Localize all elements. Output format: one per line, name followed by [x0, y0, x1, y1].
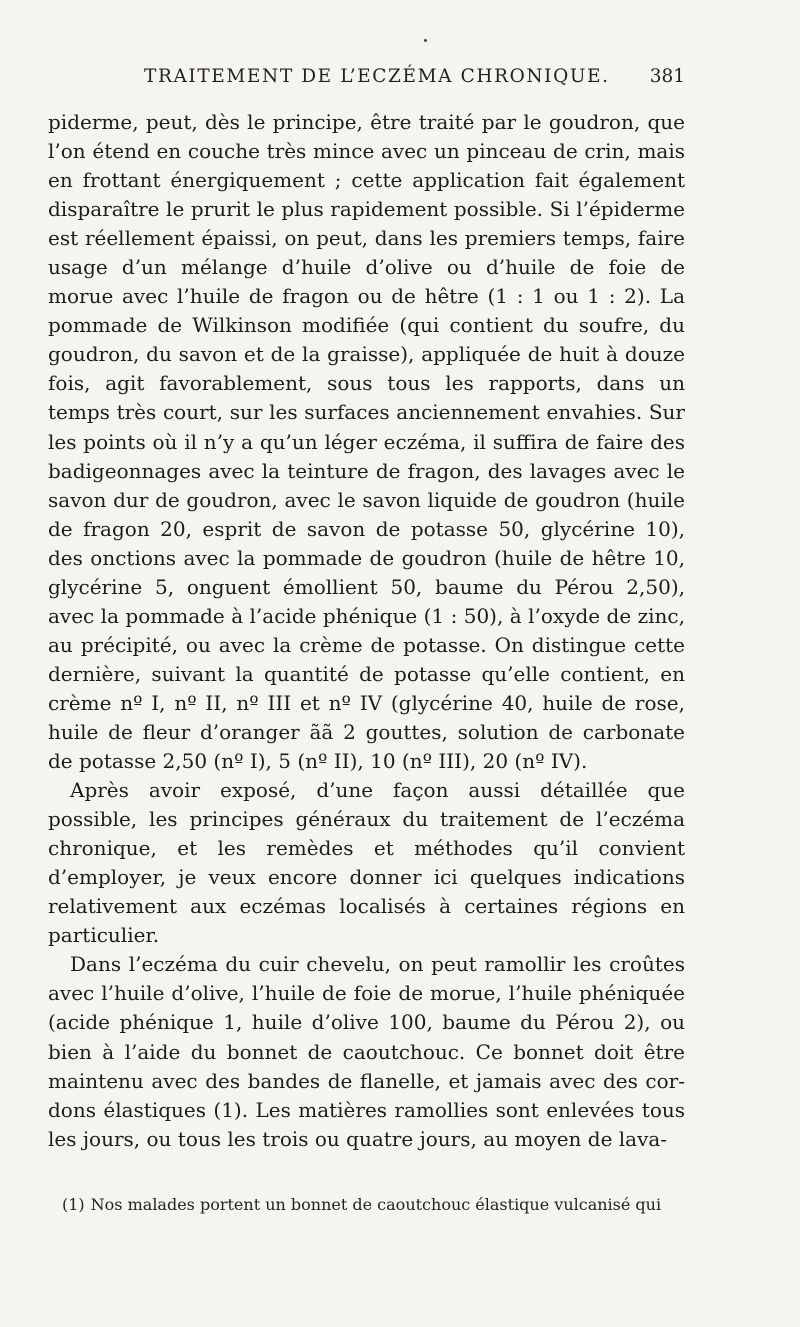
paragraph-summary: Après avoir exposé, d’une façon aussi détaillée que possible, les principes généraux du traitement de l’eczéma chronique, et les remèdes et méthodes qu’il convient d’employer, je veux encore donner ici quelques indications relativement aux eczémas localisés à certaines régions en particulier.: [48, 778, 685, 948]
page-number: 381: [649, 66, 685, 87]
running-title: TRAITEMENT DE L’ECZÉMA CHRONIQUE.: [144, 66, 610, 87]
footnote-text: Nos malades portent un bonnet de caoutchouc élastique vulcanisé qui: [90, 1195, 662, 1214]
paragraph-scalp-eczema: Dans l’eczéma du cuir chevelu, on peut ramollir les croûtes avec l’huile d’olive, l’huile de foie de morue, l’huile phéniquée (acide phénique 1, huile d’olive 100, baume du Pérou 2), ou bien à l’aide du bonnet de caoutchouc. Ce bonnet doit être maintenu avec des bandes de flanelle, et jamais avec des cordons élastiques (1). Les matières ramollies sont enlevées tous les jours, ou tous les trois ou quatre jours, au moyen de lava-: [48, 952, 685, 1151]
footnote-marker: (1): [62, 1195, 85, 1214]
print-speck: [424, 39, 427, 42]
page-header: [48, 66, 685, 94]
footnote: [62, 1194, 685, 1216]
paragraph-continuation: piderme, peut, dès le principe, être traité par le goudron, que l’on étend en couche très mince avec un pinceau de crin, mais en frottant énergiquement ; cette application fait également disparaître le prurit le plus rapidement possible. Si l’épiderme est réellement épaissi, on peut, dans les premiers temps, faire usage d’un mélange d’huile d’olive ou d’huile de foie de morue avec l’huile de fragon ou de hêtre (1 : 1 ou 1 : 2). La pommade de Wilkinson modifiée (qui contient du soufre, du goudron, du savon et de la graisse), appliquée de huit à douze fois, agit favorablement, sous tous les rapports, dans un temps très court, sur les surfaces anciennement envahies. Sur les points où il n’y a qu’un léger eczéma, il suffira de faire des badigeonnages avec la teinture de fragon, des lavages avec le savon dur de goudron, avec le savon liquide de goudron (huile de fragon 20, esprit de savon de potasse 50, glycérine 10), des onctions avec la pommade de goudron (huile de hêtre 10, glycérine 5, onguent émollient 50, baume du Pérou 2,50), avec la pommade à l’acide phénique (1 : 50), à l’oxyde de zinc, au précipité, ou avec la crème de potasse. On distingue cette dernière, suivant la quantité de potasse qu’elle contient, en crème nº I, nº II, nº III et nº IV (glycérine 40, huile de rose, huile de fleur d’oranger ãã 2 gouttes, solution de carbonate de potasse 2,50 (nº I), 5 (nº II), 10 (nº III), 20 (nº IV).: [48, 110, 685, 774]
body-text: [48, 108, 685, 1154]
